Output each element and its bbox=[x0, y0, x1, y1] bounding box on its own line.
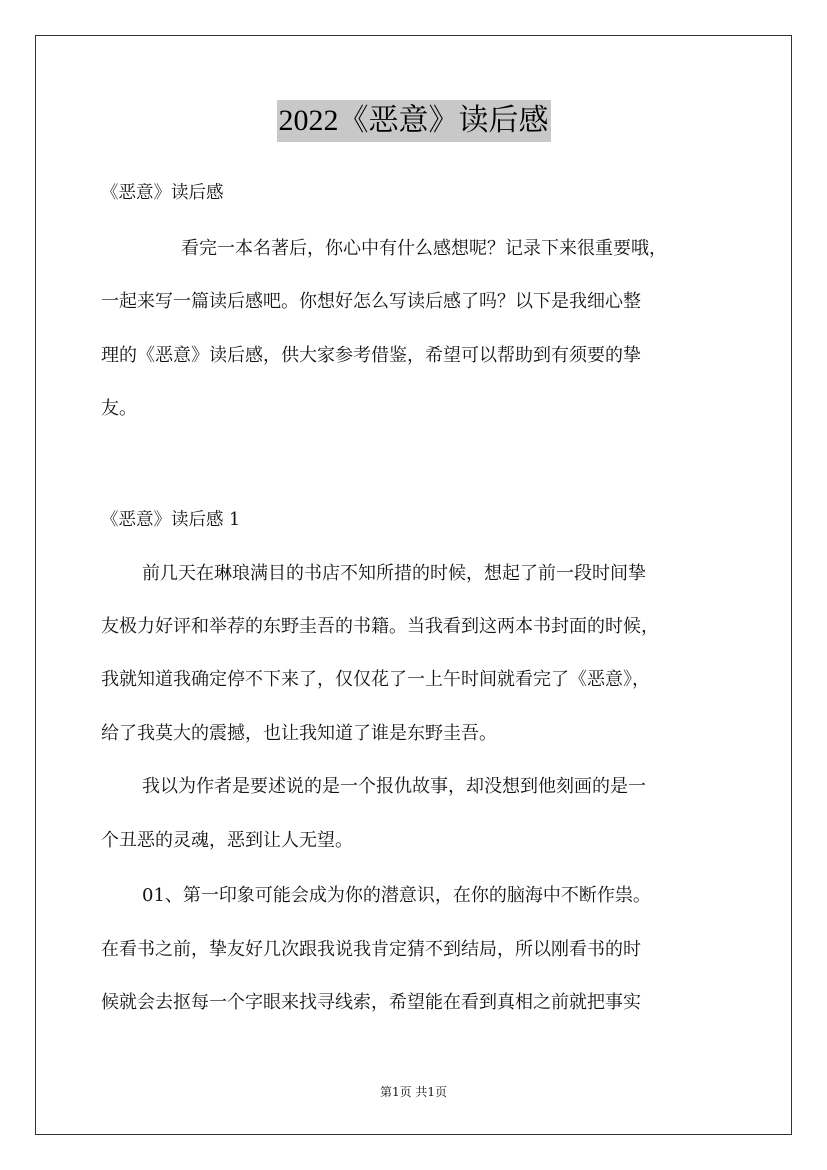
paragraph-line: 我以为作者是要述说的是一个报仇故事，却没想到他刻画的是一 bbox=[142, 776, 646, 797]
page-footer: 第1页 共1页 bbox=[379, 1085, 448, 1099]
paragraph-line: 前几天在琳琅满目的书店不知所措的时候，想起了前一段时间挚 bbox=[142, 563, 646, 584]
section-heading-intro: 《恶意》读后感 bbox=[101, 183, 224, 203]
paragraph-line: 友。 bbox=[101, 398, 137, 419]
paragraph-line: 候就会去抠每一个字眼来找寻线索，希望能在看到真相之前就把事实 bbox=[101, 992, 641, 1013]
paragraph-line: 在看书之前，挚友好几次跟我说我肯定猜不到结局，所以刚看书的时 bbox=[101, 939, 641, 960]
paragraph-line: 一起来写一篇读后感吧。你想好怎么写读后感了吗？以下是我细心整 bbox=[101, 291, 641, 312]
title-container bbox=[0, 100, 827, 142]
paragraph-line: 01、第一印象可能会成为你的潜意识，在你的脑海中不断作祟。 bbox=[142, 885, 651, 906]
paragraph-line: 看完一本名著后，你心中有什么感想呢？记录下来很重要哦， bbox=[181, 238, 667, 259]
section-heading-1: 《恶意》读后感 1 bbox=[101, 510, 241, 530]
paragraph-line: 理的《恶意》读后感，供大家参考借鉴，希望可以帮助到有须要的挚 bbox=[101, 345, 641, 366]
document-title: 2022《恶意》读后感 bbox=[277, 100, 551, 142]
paragraph-line: 友极力好评和举荐的东野圭吾的书籍。当我看到这两本书封面的时候， bbox=[101, 616, 659, 637]
paragraph-line: 我就知道我确定停不下来了，仅仅花了一上午时间就看完了《恶意》， bbox=[101, 669, 650, 690]
paragraph-line: 给了我莫大的震撼，也让我知道了谁是东野圭吾。 bbox=[101, 723, 497, 744]
paragraph-line: 个丑恶的灵魂，恶到让人无望。 bbox=[101, 830, 353, 851]
